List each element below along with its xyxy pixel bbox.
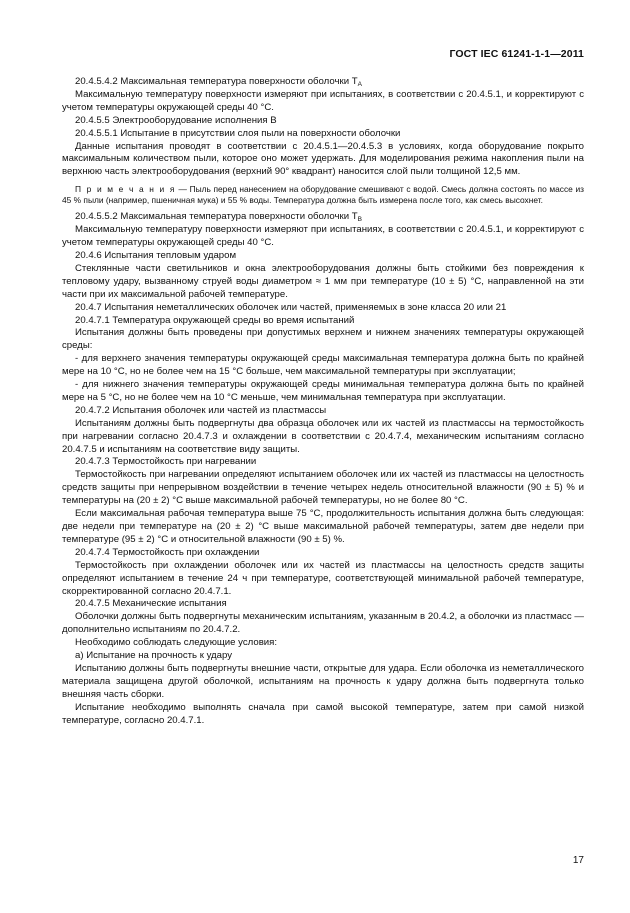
list-item: - для нижнего значения температуры окружающей среды минимальная температура должна быть по крайней мере на 5 °С, но не более чем на 10 °С меньше, чем минимальная температура при эксплуатации. bbox=[62, 379, 584, 403]
paragraph: Оболочки должны быть подвергнуты механическим испытаниям, указанным в 20.4.2, а оболочки из пластмасс — дополнительно испытаниям по 20.4.7.2. bbox=[62, 611, 584, 636]
page-number: 17 bbox=[572, 855, 584, 866]
paragraph: Испытание необходимо выполнять сначала при самой высокой температуре, затем при самой низкой температуре, согласно 20.4.7.1. bbox=[62, 701, 584, 726]
document-body bbox=[62, 76, 584, 728]
section-heading: 20.4.5.4.2 Максимальная температура поверхности оболочки $T_A$ bbox=[75, 76, 362, 88]
paragraph: Максимальную температуру поверхности измеряют при испытаниях, в соответствии с 20.4.5.1, и корректируют с учетом температуры окружающей среды 40 °С. bbox=[62, 88, 584, 113]
paragraph: Максимальную температуру поверхности измеряют при испытаниях, в соответствии с 20.4.5.1, и корректируют с учетом температуры окружающей среды 40 °С. bbox=[62, 224, 584, 249]
section-heading: 20.4.7.4 Термостойкость при охлаждении bbox=[75, 546, 260, 558]
section-heading: 20.4.7.3 Термостойкость при нагревании bbox=[75, 456, 257, 468]
section-heading: 20.4.7.2 Испытания оболочек или частей из пластмассы bbox=[75, 404, 327, 416]
list-item: а) Испытание на прочность к удару bbox=[75, 650, 232, 662]
paragraph: Необходимо соблюдать следующие условия: bbox=[75, 637, 278, 649]
section-heading: 20.4.7 Испытания неметаллических оболочек или частей, применяемых в зоне класса 20 или 21 bbox=[75, 301, 507, 313]
paragraph: Испытания должны быть проведены при допустимых верхнем и нижнем значениях температуры окружающей среды: bbox=[62, 327, 584, 352]
section-heading: 20.4.5.5.2 Максимальная температура поверхности оболочки $T_B$ bbox=[75, 211, 362, 224]
paragraph: Стеклянные части светильников и окна электрооборудования должны быть стойкими без повреждения к тепловому удару, вызванному струей воды диаметром ≈ 1 мм при температуре (10 ± 5) °С, направленной на эти части при их максимальной рабочей температуре. bbox=[62, 262, 584, 300]
section-heading: 20.4.5.5 Электрооборудование исполнения В bbox=[75, 114, 277, 126]
paragraph: Термостойкость при нагревании определяют испытанием оболочек или их частей из пластмассы на целостность средств защиты при непрерывном воздействии в течение четырех недель относительной влажности (90 ± 5) % и температуры на (20 ± 2) °С выше максимальной рабочей температуры, но не более 80 °С. bbox=[62, 469, 584, 507]
note: П р и м е ч а н и я — Пыль перед нанесением на оборудование смешивают с водой. Смесь должна состоять по массе из 45 % пыли (например, пшеничная мука) и 55 % воды. Температура должна быть измерена после того, как смесь высохнет. bbox=[62, 184, 584, 206]
paragraph: Если максимальная рабочая температура выше 75 °С, продолжительность испытания должна быть следующая: две недели при температуре на (20 ± 2) °С выше максимальной рабочей температуры, затем две недели при температуре (95 ± 2) °С и относительной влажности (90 ± 5) %. bbox=[62, 508, 584, 545]
list-item: - для верхнего значения температуры окружающей среды максимальная температура должна быть по крайней мере на 10 °С, но не более чем на 15 °С больше, чем максимальной температуры при эксплуатации; bbox=[62, 353, 584, 378]
section-heading: 20.4.7.1 Температура окружающей среды во время испытаний bbox=[75, 314, 355, 326]
paragraph: Данные испытания проводят в соответствии с 20.4.5.1—20.4.5.3 в условиях, когда оборудование покрыто максимальным количеством пыли, которое оно может удержать. Для моделирования режима накопления пыли на верхнюю часть электрооборудования (верхний 90° квадрант) наносится слой пыли толщиной 12,5 мм. bbox=[62, 140, 584, 178]
section-heading: 20.4.7.5 Механические испытания bbox=[75, 598, 227, 610]
paragraph: Испытаниям должны быть подвергнуты два образца оболочек или их частей из пластмассы на термостойкость при нагревании согласно 20.4.7.3 и охлаждении в соответствии с 20.4.7.4, механическим испытаниям согласно 20.4.7.5 и испытаниям на соответствие виду защиты. bbox=[62, 417, 584, 455]
paragraph: Испытанию должны быть подвергнуты внешние части, открытые для удара. Если оболочка из неметаллического материала защищена другой оболочкой, испытаниям на прочность к удару должна быть подвергнута только внешняя часть сборки. bbox=[62, 662, 584, 700]
standard-header: ГОСТ IEC 61241-1-1—2011 bbox=[449, 48, 584, 60]
section-heading: 20.4.6 Испытания тепловым ударом bbox=[75, 249, 237, 261]
paragraph: Термостойкость при охлаждении оболочек или их частей из пластмассы на целостность средств защиты определяют испытанием в течение 24 ч при температуре, соответствующей минимальной рабочей температуре, скорректированной согласно 20.4.7.1. bbox=[62, 559, 584, 597]
section-heading: 20.4.5.5.1 Испытание в присутствии слоя пыли на поверхности оболочки bbox=[75, 127, 401, 139]
